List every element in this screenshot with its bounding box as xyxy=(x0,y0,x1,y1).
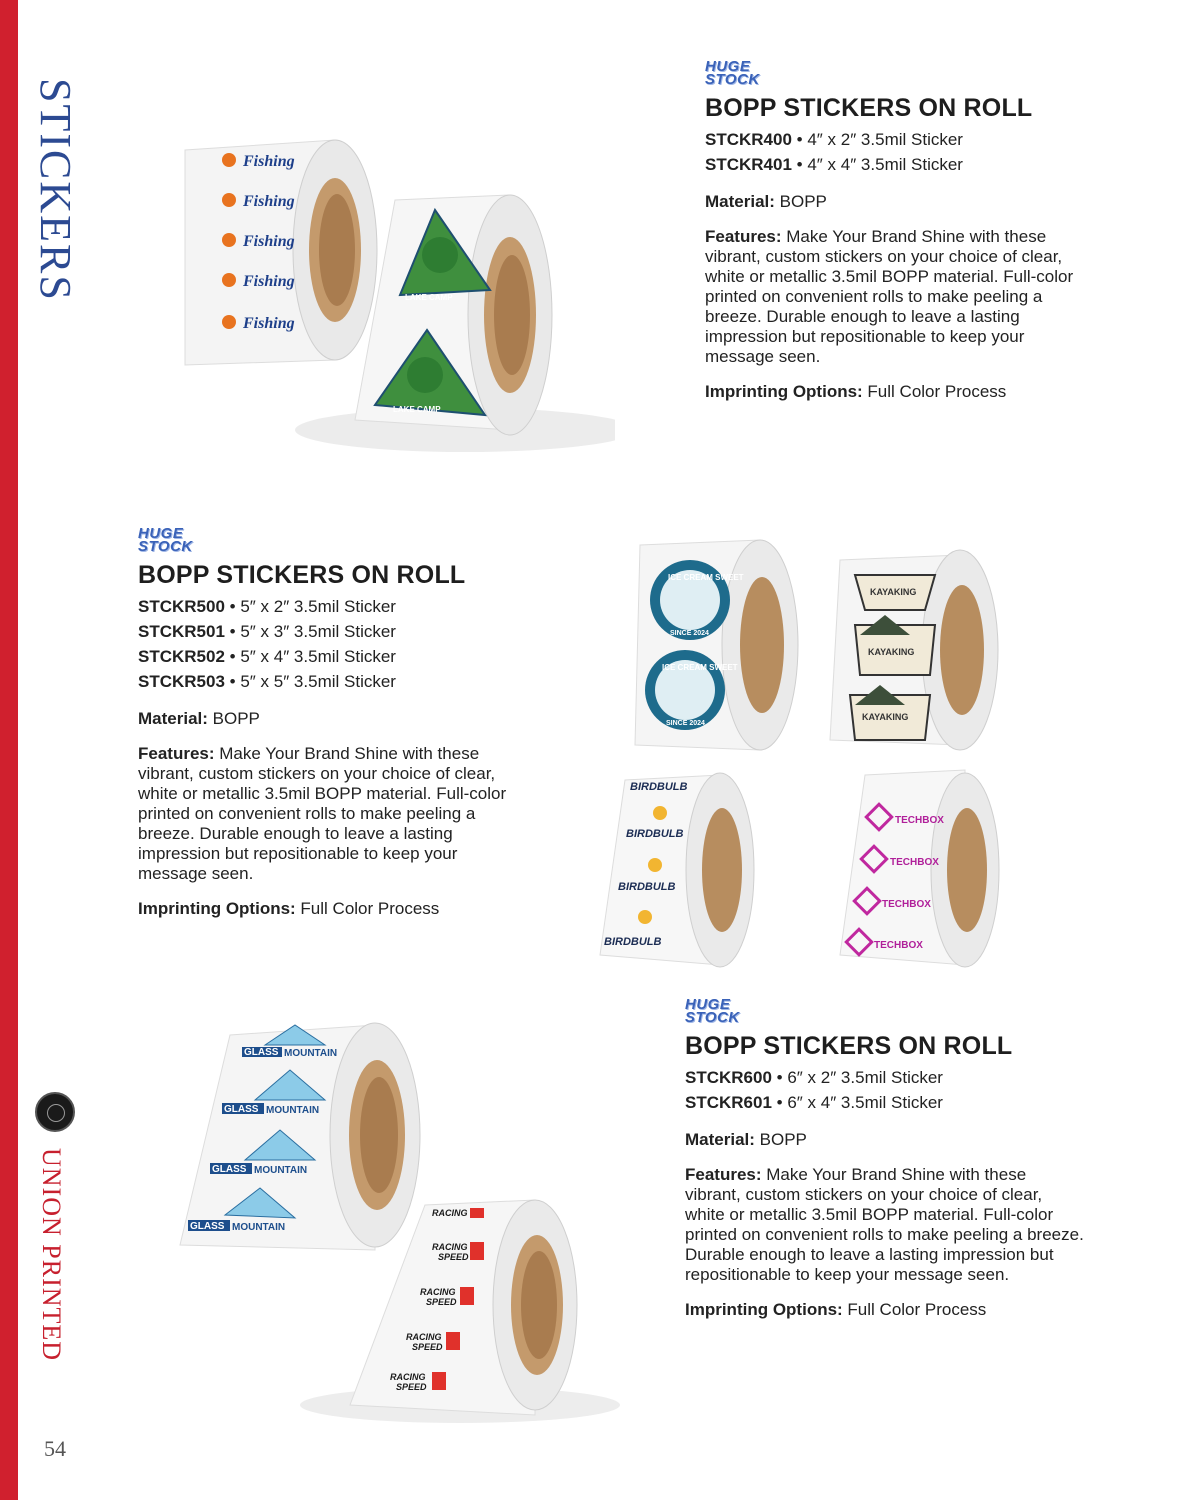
svg-text:Fishing: Fishing xyxy=(243,273,295,290)
sticker-roll-lake-camp xyxy=(355,195,552,435)
features-paragraph: Features: Make Your Brand Shine with these vibrant, custom stickers on your choice of clear, white or metallic 3.5mil BOPP material. Full-color printed on convenient rolls to make peeling a breeze. Durable enough to leave a lasting impression but repositionable to keep your message seen. xyxy=(705,227,1074,366)
sku-line: STCKR600 • 6″ x 2″ 3.5mil Sticker xyxy=(685,1068,943,1087)
svg-text:SPEED: SPEED xyxy=(438,1252,469,1262)
svg-text:GLASS: GLASS xyxy=(190,1221,225,1232)
sticker-roll-kayaking xyxy=(830,550,998,750)
svg-text:LAKE CAMP: LAKE CAMP xyxy=(393,405,441,414)
svg-text:BIRDBULB: BIRDBULB xyxy=(626,828,684,840)
svg-text:TECHBOX: TECHBOX xyxy=(882,899,931,910)
svg-text:RACING: RACING xyxy=(420,1287,456,1297)
svg-text:RACING: RACING xyxy=(432,1242,468,1252)
svg-text:KAYAKING: KAYAKING xyxy=(862,712,909,722)
sku-list xyxy=(685,1065,1085,1115)
sku-line: STCKR501 • 5″ x 3″ 3.5mil Sticker xyxy=(138,622,396,641)
sticker-roll-glass-mountain xyxy=(180,1023,420,1250)
svg-text:BIRDBULB: BIRDBULB xyxy=(604,936,662,948)
svg-text:KAYAKING: KAYAKING xyxy=(868,647,915,657)
huge-stock-badge: HUGE STOCK xyxy=(685,996,740,1026)
page-number: 54 xyxy=(44,1436,66,1461)
brand-seal-icon xyxy=(35,1092,75,1132)
brand-name: UNION PRINTED xyxy=(37,1148,66,1362)
sticker-roll-techbox xyxy=(840,770,999,967)
svg-text:LAKE CAMP: LAKE CAMP xyxy=(405,293,453,302)
imprint-line: Imprinting Options: Full Color Process xyxy=(685,1300,987,1319)
svg-text:MOUNTAIN: MOUNTAIN xyxy=(254,1165,308,1176)
svg-text:MOUNTAIN: MOUNTAIN xyxy=(284,1048,338,1059)
product-image-1 xyxy=(165,130,615,455)
svg-text:Fishing: Fishing xyxy=(243,193,295,210)
huge-stock-badge: HUGE STOCK xyxy=(138,525,193,555)
product-image-3 xyxy=(170,1020,620,1425)
svg-text:RACING: RACING xyxy=(390,1372,426,1382)
svg-text:BIRDBULB: BIRDBULB xyxy=(618,881,676,893)
product-image-2 xyxy=(590,535,1055,975)
svg-text:BIRDBULB: BIRDBULB xyxy=(630,781,688,793)
product-title: BOPP STICKERS ON ROLL xyxy=(685,1032,1013,1060)
section-title: STICKERS xyxy=(31,78,80,302)
svg-text:RACING: RACING xyxy=(432,1208,468,1218)
sticker-roll-ice-cream xyxy=(635,540,798,750)
sku-line: STCKR401 • 4″ x 4″ 3.5mil Sticker xyxy=(705,155,963,174)
svg-text:RACING: RACING xyxy=(406,1332,442,1342)
material-line: Material: BOPP xyxy=(685,1130,807,1149)
product-title: BOPP STICKERS ON ROLL xyxy=(705,94,1033,122)
svg-text:TECHBOX: TECHBOX xyxy=(895,815,944,826)
sku-line: STCKR601 • 6″ x 4″ 3.5mil Sticker xyxy=(685,1093,943,1112)
svg-text:SPEED: SPEED xyxy=(396,1382,427,1392)
sku-line: STCKR500 • 5″ x 2″ 3.5mil Sticker xyxy=(138,597,396,616)
imprint-line: Imprinting Options: Full Color Process xyxy=(705,382,1007,401)
svg-text:ICE CREAM SWEET: ICE CREAM SWEET xyxy=(662,663,738,672)
sku-list xyxy=(138,594,528,694)
svg-text:SINCE 2024: SINCE 2024 xyxy=(670,630,709,637)
sku-line: STCKR502 • 5″ x 4″ 3.5mil Sticker xyxy=(138,647,396,666)
svg-text:MOUNTAIN: MOUNTAIN xyxy=(232,1222,286,1233)
sku-line: STCKR503 • 5″ x 5″ 3.5mil Sticker xyxy=(138,672,396,691)
svg-text:KAYAKING: KAYAKING xyxy=(870,587,917,597)
sku-line: STCKR400 • 4″ x 2″ 3.5mil Sticker xyxy=(705,130,963,149)
product-block-2 xyxy=(138,527,528,919)
svg-text:MOUNTAIN: MOUNTAIN xyxy=(266,1105,320,1116)
svg-text:Fishing: Fishing xyxy=(243,315,295,332)
svg-text:GLASS: GLASS xyxy=(212,1164,247,1175)
svg-text:SPEED: SPEED xyxy=(412,1342,443,1352)
imprint-line: Imprinting Options: Full Color Process xyxy=(138,899,440,918)
svg-text:GLASS: GLASS xyxy=(244,1047,279,1058)
svg-text:TECHBOX: TECHBOX xyxy=(890,857,939,868)
svg-text:ICE CREAM SWEET: ICE CREAM SWEET xyxy=(668,573,744,582)
svg-text:TECHBOX: TECHBOX xyxy=(874,940,923,951)
features-paragraph: Features: Make Your Brand Shine with these vibrant, custom stickers on your choice of clear, white or metallic 3.5mil BOPP material. Full-color printed on convenient rolls to make peeling a breeze. Durable enough to leave a lasting impression but repositionable to keep your message seen. xyxy=(138,744,507,883)
svg-text:SPEED: SPEED xyxy=(426,1297,457,1307)
sticker-roll-fishing xyxy=(185,140,377,365)
sidebar-accent-bar xyxy=(0,0,18,1500)
sku-list xyxy=(705,127,1095,177)
product-title: BOPP STICKERS ON ROLL xyxy=(138,561,466,589)
svg-text:Fishing: Fishing xyxy=(243,233,295,250)
features-paragraph: Features: Make Your Brand Shine with these vibrant, custom stickers on your choice of clear, white or metallic 3.5mil BOPP material. Full-color printed on convenient rolls to make peeling a breeze. Durable enough to leave a lasting impression but repositionable to keep your message seen. xyxy=(685,1165,1084,1284)
material-line: Material: BOPP xyxy=(138,709,260,728)
svg-text:SINCE 2024: SINCE 2024 xyxy=(666,720,705,727)
huge-stock-badge: HUGE STOCK xyxy=(705,58,760,88)
material-line: Material: BOPP xyxy=(705,192,827,211)
svg-text:Fishing: Fishing xyxy=(243,153,295,170)
product-block-3 xyxy=(685,998,1085,1320)
sticker-roll-birdbulb xyxy=(600,773,754,967)
product-block-1 xyxy=(705,60,1095,402)
svg-text:GLASS: GLASS xyxy=(224,1104,259,1115)
